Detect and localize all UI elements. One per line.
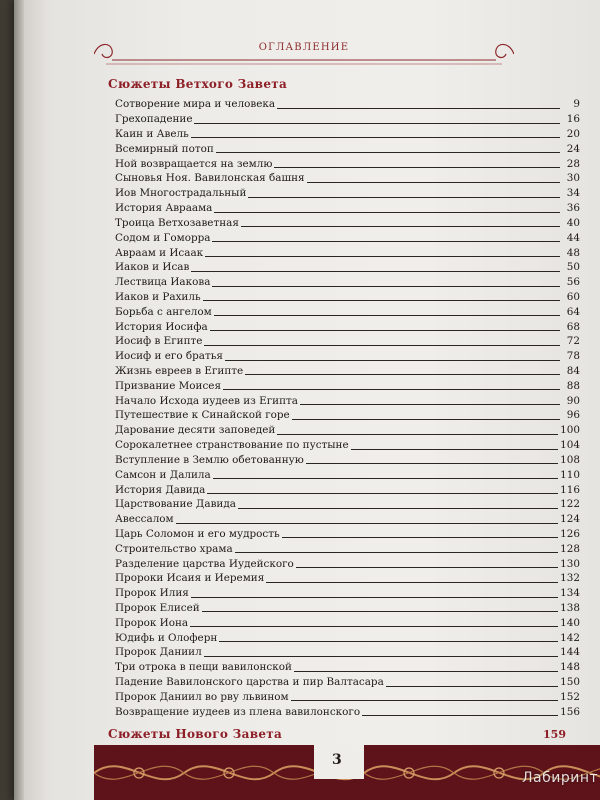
toc-entry-page: 34	[566, 187, 580, 200]
toc-leader-line	[214, 315, 560, 316]
toc-leader-line	[213, 478, 558, 479]
toc-entry-title: Вступление в Землю обетованную	[115, 453, 304, 466]
section-title-old-testament: Сюжеты Ветхого Завета	[108, 77, 288, 91]
toc-entry	[115, 214, 580, 229]
toc-entry	[115, 110, 580, 125]
toc-entry-title: Путешествие к Синайской горе	[115, 409, 290, 422]
toc-entry-page: 144	[560, 646, 580, 659]
toc-entry-title: Жизнь евреев в Египте	[115, 365, 244, 378]
toc-leader-line	[282, 537, 559, 538]
toc-entry	[115, 332, 580, 347]
toc-leader-line	[238, 508, 558, 509]
toc-entry-page: 140	[560, 616, 580, 629]
header-ornament	[94, 34, 514, 74]
toc-entry-page: 9	[573, 98, 580, 111]
toc-leader-line	[202, 611, 558, 612]
toc-entry-page: 50	[566, 261, 580, 274]
toc-leader-line	[248, 197, 560, 198]
toc-entry-page: 108	[560, 453, 580, 466]
toc-entry	[115, 125, 580, 140]
toc-leader-line	[291, 700, 559, 701]
toc-entry-title: Разделение царства Иудейского	[115, 557, 294, 570]
toc-leader-line	[266, 582, 558, 583]
toc-entry-title: Иосиф и его братья	[115, 350, 223, 363]
toc-leader-line	[306, 463, 558, 464]
toc-entry-title: Самсон и Далила	[115, 468, 211, 481]
toc-entry-page: 88	[566, 379, 580, 392]
toc-entry-page: 28	[566, 157, 580, 170]
toc-leader-line	[274, 167, 560, 168]
toc-leader-line	[212, 286, 560, 287]
toc-entry	[115, 628, 580, 643]
toc-entry	[115, 436, 580, 451]
toc-entry-title: Царствование Давида	[115, 498, 236, 511]
toc-entry-title: Царь Соломон и его мудрость	[115, 527, 280, 540]
toc-leader-line	[241, 226, 560, 227]
toc-entry-page: 40	[566, 216, 580, 229]
toc-entry	[115, 169, 580, 184]
toc-entry-title: История Иосифа	[115, 320, 208, 333]
toc-leader-line	[191, 597, 558, 598]
toc-leader-line	[223, 389, 560, 390]
toc-entry-page: 152	[560, 690, 580, 703]
toc-entry-title: Ной возвращается на землю	[115, 157, 273, 170]
toc-leader-line	[296, 567, 558, 568]
toc-leader-line	[292, 419, 560, 420]
toc-entry	[115, 199, 580, 214]
toc-entry	[115, 421, 580, 436]
toc-entry-title: Юдифь и Олоферн	[115, 631, 218, 644]
toc-entry-page: 44	[566, 231, 580, 244]
toc-entry-page: 30	[566, 172, 580, 185]
toc-leader-line	[216, 152, 560, 153]
toc-leader-line	[294, 671, 558, 672]
toc-entry-title: Начало Исхода иудеев из Египта	[115, 394, 298, 407]
toc-leader-line	[362, 715, 558, 716]
toc-leader-line	[205, 256, 560, 257]
page-gutter	[14, 0, 24, 800]
toc-entry-title: Сотворение мира и человека	[115, 98, 276, 111]
toc-entry	[115, 539, 580, 554]
toc-entry-page: 72	[566, 335, 580, 348]
toc-entry	[115, 495, 580, 510]
toc-entry-page: 48	[566, 246, 580, 259]
toc-entry-title: Строительство храма	[115, 542, 233, 555]
toc-entry-page: 150	[560, 676, 580, 689]
toc-entry	[115, 317, 580, 332]
table-of-contents	[115, 95, 580, 717]
toc-entry-page: 128	[560, 542, 580, 555]
toc-entry	[115, 613, 580, 628]
toc-entry-title: Всемирный потоп	[115, 142, 214, 155]
toc-leader-line	[176, 523, 559, 524]
toc-entry-page: 84	[566, 365, 580, 378]
toc-entry-title: Падение Вавилонского царства и пир Валтасара	[115, 676, 384, 689]
toc-entry-title: Иосиф в Египте	[115, 335, 203, 348]
toc-entry	[115, 554, 580, 569]
toc-entry	[115, 510, 580, 525]
toc-entry-page: 134	[560, 587, 580, 600]
toc-entry-title: История Авраама	[115, 202, 213, 215]
toc-entry-page: 124	[560, 513, 580, 526]
toc-entry-title: Сорокалетнее странствование по пустыне	[115, 439, 349, 452]
toc-entry-page: 142	[560, 631, 580, 644]
toc-entry-title: Призвание Моисея	[115, 379, 221, 392]
toc-entry-title: Борьба с ангелом	[115, 305, 212, 318]
toc-entry-page: 104	[560, 439, 580, 452]
toc-entry-title: История Давида	[115, 483, 206, 496]
toc-leader-line	[277, 108, 560, 109]
toc-entry-title: Пророк Иона	[115, 616, 189, 629]
toc-leader-line	[191, 137, 560, 138]
toc-entry-title: Грехопадение	[115, 113, 193, 126]
toc-entry-title: Каин и Авель	[115, 128, 189, 141]
toc-entry	[115, 362, 580, 377]
toc-entry	[115, 184, 580, 199]
book-page	[14, 0, 600, 800]
toc-entry-page: 110	[560, 468, 580, 481]
toc-entry	[115, 273, 580, 288]
toc-entry-title: Троица Ветхозаветная	[115, 216, 239, 229]
toc-entry-page: 24	[566, 142, 580, 155]
toc-entry	[115, 688, 580, 703]
toc-entry	[115, 673, 580, 688]
toc-leader-line	[204, 345, 560, 346]
toc-entry-page: 138	[560, 602, 580, 615]
toc-leader-line	[300, 404, 560, 405]
toc-entry-page: 56	[566, 276, 580, 289]
toc-entry-title: Пророки Исаия и Иеремия	[115, 572, 265, 585]
watermark: Лабиринт	[522, 770, 599, 786]
toc-entry	[115, 702, 580, 717]
section-page-new-testament: 159	[543, 728, 566, 741]
toc-entry-title: Пророк Даниил во рву львином	[115, 690, 289, 703]
toc-entry	[115, 139, 580, 154]
toc-entry	[115, 569, 580, 584]
toc-entry	[115, 258, 580, 273]
toc-entry	[115, 658, 580, 673]
toc-entry	[115, 302, 580, 317]
toc-leader-line	[245, 374, 560, 375]
toc-entry-title: Лествица Иакова	[115, 276, 211, 289]
toc-leader-line	[386, 686, 558, 687]
toc-entry	[115, 288, 580, 303]
toc-entry	[115, 347, 580, 362]
toc-entry-page: 78	[566, 350, 580, 363]
toc-entry	[115, 228, 580, 243]
toc-entry-title: Возвращение иудеев из плена вавилонского	[115, 705, 361, 718]
toc-entry	[115, 643, 580, 658]
toc-entry-page: 20	[566, 128, 580, 141]
toc-entry-title: Иаков и Рахиль	[115, 290, 201, 303]
toc-entry	[115, 406, 580, 421]
page-number: 3	[332, 752, 342, 768]
toc-entry-title: Сыновья Ноя. Вавилонская башня	[115, 172, 305, 185]
toc-entry-title: Пророк Илия	[115, 587, 189, 600]
toc-entry-page: 122	[560, 498, 580, 511]
toc-leader-line	[351, 449, 559, 450]
toc-entry	[115, 525, 580, 540]
toc-entry-page: 148	[560, 661, 580, 674]
toc-entry	[115, 376, 580, 391]
toc-entry-title: Пророк Даниил	[115, 646, 202, 659]
toc-entry-page: 100	[560, 424, 580, 437]
toc-leader-line	[204, 656, 558, 657]
toc-leader-line	[307, 182, 560, 183]
toc-leader-line	[190, 626, 558, 627]
section-title-new-testament: Сюжеты Нового Завета	[108, 727, 283, 741]
toc-entry-page: 60	[566, 290, 580, 303]
toc-entry-title: Содом и Гоморра	[115, 231, 211, 244]
toc-entry	[115, 451, 580, 466]
toc-entry-page: 156	[560, 705, 580, 718]
toc-leader-line	[219, 641, 558, 642]
toc-leader-line	[207, 493, 558, 494]
toc-leader-line	[191, 271, 560, 272]
toc-leader-line	[194, 123, 560, 124]
toc-leader-line	[203, 300, 560, 301]
toc-entry	[115, 95, 580, 110]
toc-entry-page: 126	[560, 527, 580, 540]
toc-entry-page: 132	[560, 572, 580, 585]
toc-entry-page: 68	[566, 320, 580, 333]
toc-leader-line	[212, 241, 560, 242]
toc-entry-page: 90	[566, 394, 580, 407]
toc-entry-page: 130	[560, 557, 580, 570]
toc-leader-line	[235, 552, 559, 553]
toc-entry-title: Пророк Елисей	[115, 602, 200, 615]
toc-entry	[115, 243, 580, 258]
toc-entry-title: Иов Многострадальный	[115, 187, 247, 200]
toc-leader-line	[277, 434, 558, 435]
toc-leader-line	[210, 330, 560, 331]
toc-entry-title: Авраам и Исаак	[115, 246, 204, 259]
toc-leader-line	[214, 212, 560, 213]
toc-entry-title: Дарование десяти заповедей	[115, 424, 276, 437]
page-header-title: ОГЛАВЛЕНИЕ	[258, 42, 350, 53]
toc-entry-title: Авессалом	[115, 513, 174, 526]
toc-entry-page: 16	[566, 113, 580, 126]
toc-entry-title: Три отрока в пещи вавилонской	[115, 661, 292, 674]
toc-entry-page: 96	[566, 409, 580, 422]
toc-entry	[115, 154, 580, 169]
toc-entry	[115, 480, 580, 495]
toc-entry	[115, 465, 580, 480]
toc-entry-page: 116	[560, 483, 580, 496]
toc-entry	[115, 391, 580, 406]
toc-entry-page: 64	[566, 305, 580, 318]
toc-entry-page: 36	[566, 202, 580, 215]
toc-entry	[115, 584, 580, 599]
page-header	[94, 34, 514, 74]
toc-entry-title: Иаков и Исав	[115, 261, 190, 274]
toc-leader-line	[225, 360, 560, 361]
toc-entry	[115, 599, 580, 614]
